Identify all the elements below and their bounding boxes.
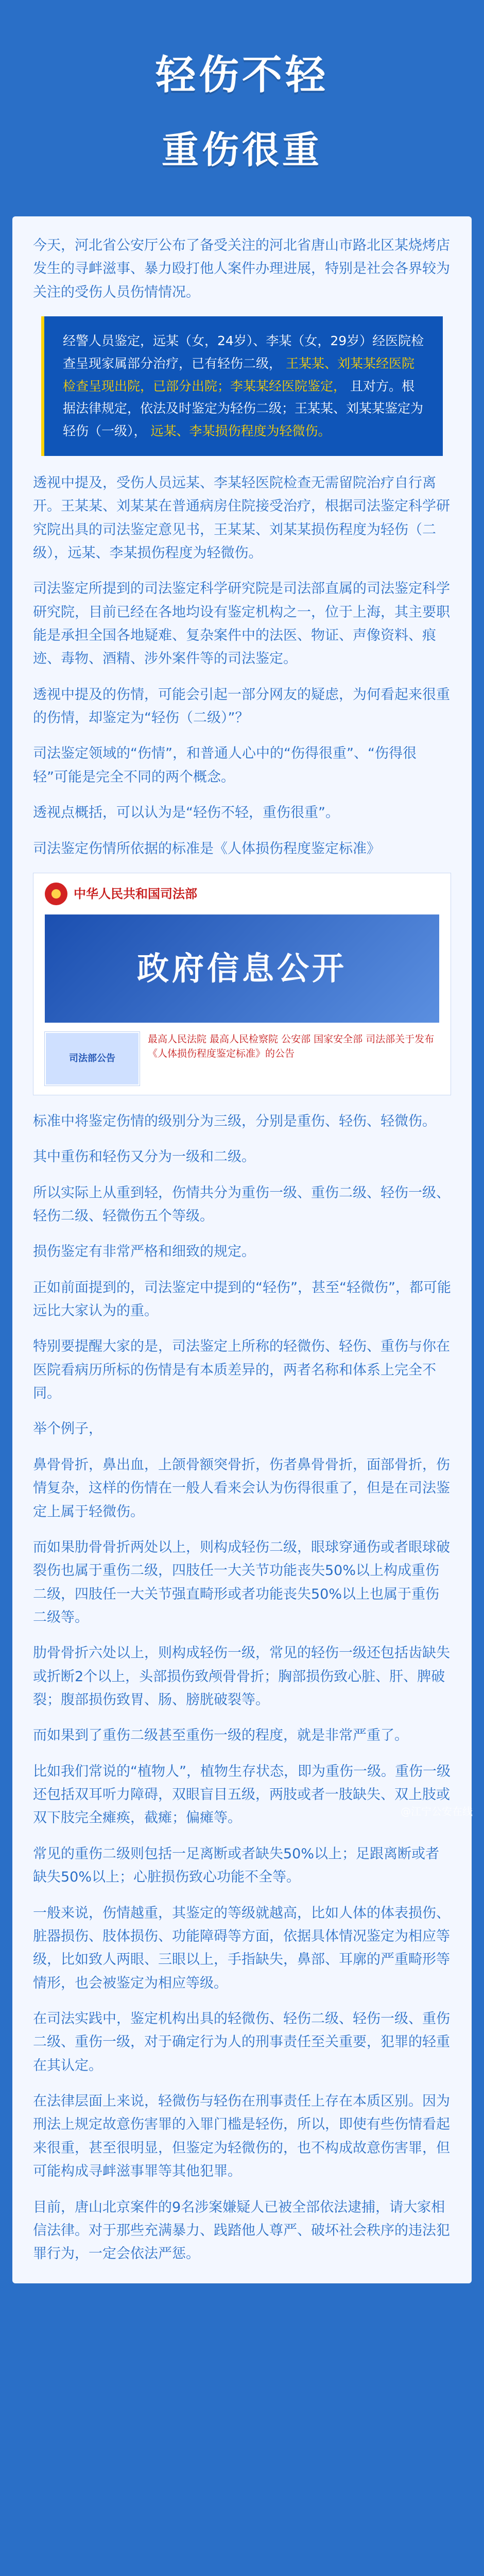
quote-text-1: 经警人员鉴定，远某（女，24岁）、李某（女，29岁）经医院检查呈现家属部分治疗，已有轻伤二级， [63, 333, 424, 371]
paragraph: 司法鉴定伤情所依据的标准是《人体损伤程度鉴定标准》 [33, 840, 381, 857]
highlight-quote [41, 316, 443, 456]
paragraph: 透视点概括，可以认为是“轻伤不轻，重伤很重”。 [33, 805, 339, 821]
intro-paragraph: 今天，河北省公安厅公布了备受关注的河北省唐山市路北区某烧烤店发生的寻衅滋事、暴力殴打他人案件办理进展，特别是社会各界较为关注的受伤人员伤情情况。 [33, 238, 450, 300]
title-line-1: 轻伤不轻 [155, 52, 329, 98]
paragraph: 特别要提醒大家的是，司法鉴定上所称的轻微伤、轻伤、重伤与你在医院看病历所标的伤情是有本质差异的，两者名称和体系上完全不同。 [33, 1338, 450, 1402]
paragraph: 比如我们常说的“植物人”，植物生存状态，即为重伤一级。重伤一级还包括双耳听力障碍，双眼盲目五级，两肢或者一肢缺失、双上肢或双下肢完全瘫痪，截瘫；偏瘫等。 [33, 1763, 451, 1826]
figure-caption: 最高人民法院 最高人民检察院 公安部 国家安全部 司法部关于发布《人体损伤程度鉴定标准》的公告 [148, 1033, 435, 1060]
paragraph: 一般来说，伤情越重，其鉴定的等级就越高，比如人体的体表损伤、脏器损伤、肢体损伤、功能障碍等方面，依据具体情况鉴定为相应等级，比如致人两眼、三眼以上，手指缺失，鼻部、耳廓的严重畸形等情形，也会被鉴定为相应等级。 [33, 1905, 450, 1991]
paragraph: 在司法实践中，鉴定机构出具的轻微伤、轻伤二级、轻伤一级、重伤二级、重伤一级，对于确定行为人的刑事责任至关重要，犯罪的轻重在其认定。 [33, 2011, 450, 2074]
title-line-2: 重伤很重 [161, 128, 322, 172]
paragraph: 透视中提及，受伤人员远某、李某轻医院检查无需留院治疗自行离开。王某某、刘某某在普通病房住院接受治疗，根据司法鉴定科学研究院出具的司法鉴定意见书，王某某、刘某某损伤程度为轻伤（二级），远某、李某损伤程度为轻微伤。 [33, 474, 450, 561]
paragraph: 司法鉴定所提到的司法鉴定科学研究院是司法部直属的司法鉴定科学研究院，目前已经在各地均设有鉴定机构之一，位于上海，其主要职能是承担全国各地疑难、复杂案件中的法医、物证、声像资料、痕迹、毒物、酒精、涉外案件等的司法鉴定。 [33, 581, 450, 667]
quote-highlight-1: 王某某、刘某某经医院检查呈现出院，已部分出院；李某某经医院鉴定， [63, 355, 414, 394]
hero-title-block [0, 0, 484, 216]
embedded-document-image [33, 873, 451, 1095]
figure-header [45, 883, 439, 905]
paragraph: 肋骨骨折六处以上，则构成轻伤一级，常见的轻伤一级还包括齿缺失或折断2个以上，头部损伤致颅骨骨折；胸部损伤致心脏、肝、脾破裂；腹部损伤致胃、肠、膀胱破裂等。 [33, 1645, 450, 1708]
paragraph: 正如前面提到的，司法鉴定中提到的“轻伤”，甚至“轻微伤”，都可能远比大家认为的重。 [33, 1279, 451, 1319]
paragraph: 而如果肋骨骨折两处以上，则构成轻伤二级，眼球穿通伤或者眼球破裂伤也属于重伤二级，四肢任一大关节功能丧失50%以上构成重伤二级，四肢任一大关节强直畸形或者功能丧失50%以上也属于重伤二级等。 [33, 1539, 450, 1625]
paragraph: 标准中将鉴定伤情的级别分为三级，分别是重伤、轻伤、轻微伤。 [33, 1113, 436, 1129]
paragraph: 透视中提及的伤情，可能会引起一部分网友的疑虑，为何看起来很重的伤情，却鉴定为“轻伤（二级）”？ [33, 686, 450, 726]
paragraph: 常见的重伤二级则包括一足离断或者缺失50%以上；足跟离断或者缺失50%以上；心脏损伤致心功能不全等。 [33, 1845, 440, 1886]
figure-org-name: 中华人民共和国司法部 [74, 886, 197, 901]
figure-thumbnail: 司法部公告 [45, 1032, 140, 1086]
article-card [12, 216, 472, 2283]
figure-notice [45, 1032, 439, 1086]
figure-banner: 政府信息公开 [45, 914, 439, 1023]
paragraph: 目前，唐山北京案件的9名涉案嫌疑人已被全部依法逮捕，请大家相信法律。对于那些充满暴力、践踏他人尊严、破坏社会秩序的违法犯罪行为，一定会依法严惩。 [33, 2199, 450, 2262]
paragraph: 所以实际上从重到轻，伤情共分为重伤一级、重伤二级、轻伤一级、轻伤二级、轻微伤五个等级。 [33, 1184, 450, 1224]
paragraph: 而如果到了重伤二级甚至重伤一级的程度，就是非常严重了。 [33, 1727, 408, 1744]
paragraph: 其中重伤和轻伤又分为一级和二级。 [33, 1149, 255, 1165]
paragraph: 损伤鉴定有非常严格和细致的规定。 [33, 1244, 255, 1260]
paragraph: 在法律层面上来说，轻微伤与轻伤在刑事责任上存在本质区别。因为刑法上规定故意伤害罪的入罪门槛是轻伤，所以，即使有些伤情看起来很重，甚至很明显，但鉴定为轻微伤的，也不构成故意伤害罪，但可能构成寻衅滋事罪等其他犯罪。 [33, 2093, 450, 2180]
watermark-text: @江宁公安在线 [401, 1805, 473, 1818]
quote-text-2: 且对方。根据法律规定，依法及时鉴定为轻伤二级；王某某、刘某某鉴定为轻伤（一级）， [63, 378, 424, 439]
national-emblem-icon [45, 883, 67, 905]
quote-highlight-2: 远某、李某损伤程度为轻微伤。 [150, 423, 331, 439]
paragraph: 鼻骨骨折，鼻出血，上颌骨额突骨折，伤者鼻骨骨折，面部骨折，伤情复杂，这样的伤情在一般人看来会认为伤得很重了，但是在司法鉴定上属于轻微伤。 [33, 1456, 450, 1520]
paragraph: 司法鉴定领域的“伤情”，和普通人心中的“伤得很重”、“伤得很轻”可能是完全不同的两个概念。 [33, 745, 417, 785]
paragraph: 举个例子， [33, 1421, 102, 1437]
